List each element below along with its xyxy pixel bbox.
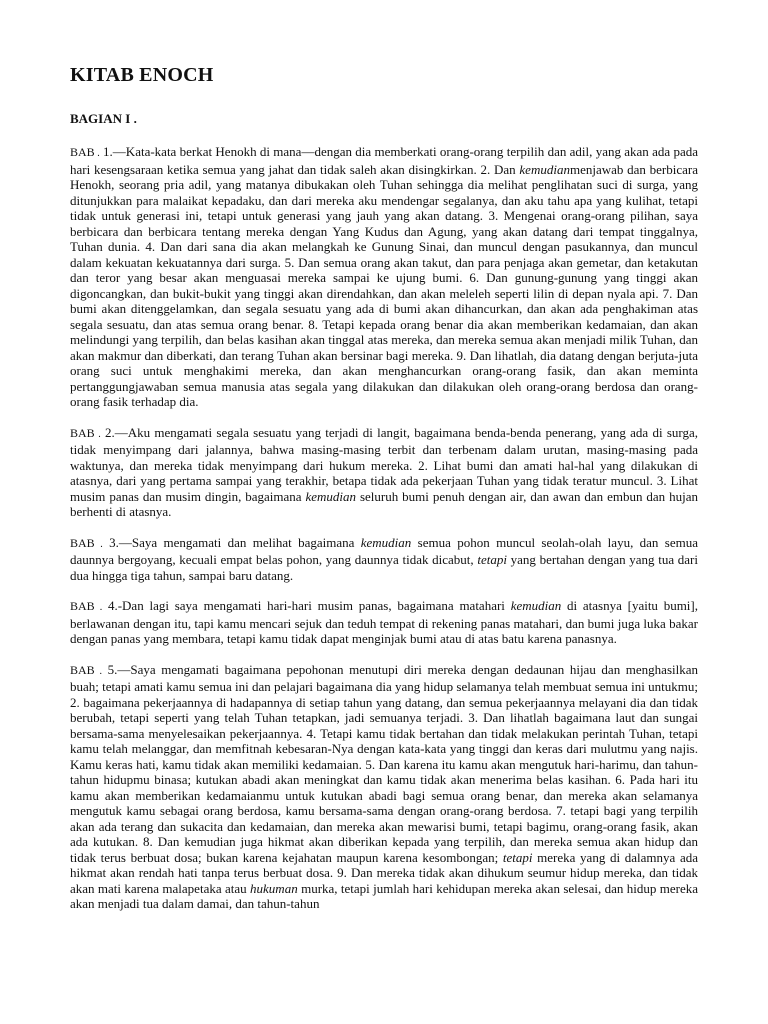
chapter-text: mereka yang di dalamnya ada hikmat akan rendah hati tanpa terus berbuat dosa. 9. Dan mereka tidak akan dihukum seumur hidup mereka, dan tidak akan mati karena malapetaka atau bbox=[70, 849, 698, 896]
chapter-text: 1.—Kata-kata berkat Henokh di mana—dengan dia memberkati orang-orang terpilih dan adil, yang akan ada pada hari kesengsaraan ketika semua yang jahat dan tidak saleh akan disingkirkan. 2. Dan bbox=[70, 144, 698, 177]
document-title: KITAB ENOCH bbox=[70, 64, 214, 86]
chapter-label: BAB bbox=[70, 425, 95, 440]
chapter-paragraph: BAB . 4.-Dan lagi saya mengamati hari-hari musim panas, bagaimana matahari kemudian di atasnya [yaitu bumi], berlawanan dengan itu, tapi kamu mencari sejuk dan teduh tempat di rekening panas matahari, dan bumi juga luka bakar dengan panas yang membara, tetapi kamu tidak dapat menginjak bumi atau di atas batu karena panasnya. bbox=[70, 598, 698, 646]
chapter-list bbox=[70, 144, 698, 912]
chapter-paragraph: BAB . 3.—Saya mengamati dan melihat bagaimana kemudian semua pohon muncul seolah-olah layu, dan semua daunnya bergoyang, kecuali empat belas pohon, yang daunnya tidak dicabut, tetapi yang bertahan dengan yang tua dari dua hingga tiga tahun, sampai baru datang. bbox=[70, 534, 698, 583]
chapter-text: semua pohon muncul seolah-olah layu, dan semua daunnya bergoyang, kecuali empat belas pohon, yang daunnya tidak dicabut, bbox=[70, 534, 698, 567]
chapter-paragraph: BAB . 5.—Saya mengamati bagaimana pepohonan menutupi diri mereka dengan dedaunan hijau dan menghasilkan buah; tetapi amati kamu semua ini dan pelajari bagaimana dia yang hidup selamanya telah membuat semua ini untukmu; 2. bagaimana pekerjaannya di hadapannya di setiap tahun yang datang, dan semua pekerjaannya melayani dia dan tidak berubah, tetapi seperti yang telah Tuhan tetapkan, jadi semuanya terjadi. 3. Dan lihatlah bagaimana laut dan sungai bersama-sama menyelesaikan pekerjaannya. 4. Tetapi kamu tidak bertahan dan tidak melakukan perintah Tuhan, tetapi kamu telah melanggar, dan memfitnah kebesaran-Nya dengan kata-kata yang tinggi dan keras dari mulutmu yang najis. Kamu keras hati, kamu tidak akan memiliki kedamaian. 5. Dan karena itu kamu akan mengutuk hari-harimu, dan tahun-tahun hidupmu binasa; kutukan abadi akan meningkat dan kamu tidak akan menerima belas kasihan. 6. Pada hari itu kamu akan memberikan kedamaianmu untuk kutukan abadi bagi semua orang benar, dan mereka akan selamanya mengutuk kamu sebagai orang berdosa, kamu bersama-sama dengan orang-orang berdosa. 7. tetapi bagi yang terpilih akan ada terang dan sukacita dan kedamaian, dan mereka akan mewarisi bumi, tetapi bagimu, orang-orang fasik, akan ada kutukan. 8. Dan kemudian juga hikmat akan diberikan kepada yang terpilih, dan mereka semua akan hidup dan tidak terus berbuat dosa; bukan karena kejahatan maupun karena kesombongan; tetapi mereka yang di dalamnya ada hikmat akan rendah hati tanpa terus berbuat dosa. 9. Dan mereka tidak akan dihukum seumur hidup mereka, dan tidak akan mati karena malapetaka atau hukuman murka, tetapi jumlah hari kehidupan mereka akan selesai, dan hidup mereka akan menjadi tua dalam damai, dan tahun-tahun bbox=[70, 661, 699, 911]
chapter-text: di atasnya [yaitu bumi], berlawanan dengan itu, tapi kamu mencari sejuk dan teduh tempat di rekening panas matahari, dan bumi juga luka bakar dengan panas yang membara, tetapi kamu tidak dapat menginjak bumi atau di atas batu karena panasnya. bbox=[70, 598, 698, 646]
italic-text: tetapi bbox=[502, 849, 533, 865]
italic-text: kemudian bbox=[360, 534, 412, 550]
chapter-label: BAB bbox=[70, 599, 95, 613]
chapter-text: seluruh bumi penuh dengan air, dan awan dan embun dan hujan berhenti di atasnya. bbox=[70, 488, 698, 519]
chapter-text: 3.—Saya mengamati dan melihat bagaimana bbox=[102, 534, 361, 550]
italic-text: kemudian bbox=[305, 488, 357, 504]
part-heading: BAGIAN I . bbox=[70, 111, 137, 126]
chapter-paragraph: BAB . 1.—Kata-kata berkat Henokh di mana—dengan dia memberkati orang-orang terpilih dan adil, yang akan ada pada hari kesengsaraan ketika semua yang jahat dan tidak saleh akan disingkirkan. 2. Dan kemudianmenjawab dan berbicara Henokh, seorang pria adil, yang matanya dibukakan oleh Tuhan sehingga dia melihat penglihatan suci di surga, yang ditunjukkan para malaikat kepadaku, dan dari mereka aku mendengar segalanya, dan aku tahu apa yang kulihat, tetapi tidak untuk generasi ini, tetapi untuk generasi yang jauh yang akan datang. 3. Mengenai orang-orang pilihan, saya berbicara dan berbicara tentang mereka dengan Yang Kudus dan Agung, yang akan datang dari tempat tinggalnya, Tuhan dunia. 4. Dan dari sana dia akan melangkah ke Gunung Sinai, dan muncul dengan pasukannya, dan muncul dalam kekuatan kekuatannya dari surga. 5. Dan semua orang akan takut, dan para penjaga akan gemetar, dan ketakutan dan teror yang besar akan menguasai mereka sampai ke ujung bumi. 6. Dan gunung-gunung yang tinggi akan digoncangkan, dan bukit-bukit yang tinggi akan direndahkan, dan akan meleleh seperti lilin di depan nyala api. 7. Dan bumi akan ditenggelamkan, dan segala sesuatu yang ada di bumi akan dihancurkan, dan akan ada penghakiman atas segala sesuatu, dan atas semua orang benar. 8. Tetapi kepada orang benar dia akan memberikan kedamaian, dan akan melindungi yang terpilih, dan belas kasihan akan tinggal atas mereka, dan mereka semua akan menjadi milik Tuhan, dan akan makmur dan diberkati, dan terang Tuhan akan bersinar bagi mereka. 9. Dan lihatlah, dia datang dengan berjuta-juta orang suci untuk menghakimi mereka, dan akan menghancurkan orang-orang fasik, dan akan meminta pertanggungjawaban semua manusia atas segala yang dilakukan dan dilakukan oleh orang-orang berdosa dan orang-orang fasik terhadap dia. bbox=[70, 144, 698, 409]
italic-text: tetapi bbox=[477, 552, 507, 567]
italic-text: hukuman bbox=[250, 880, 298, 896]
chapter-paragraph: BAB . 2.—Aku mengamati segala sesuatu yang terjadi di langit, bagaimana benda-benda penerang, yang ada di surga, tidak menyimpang dari jalannya, bahwa masing-masing terbit dan terbenam dalam urutan, masing-masing pada waktunya, dan mereka tidak menyimpang dari hukum mereka. 2. Lihat bumi dan amati hal-hal yang dilakukan di atasnya, dari yang pertama sampai yang terakhir, betapa tidak ada pekerjaan Tuhan yang tidak teratur muncul. 3. Lihat musim panas dan musim dingin, bagaimana kemudian seluruh bumi penuh dengan air, dan awan dan embun dan hujan berhenti di atasnya. bbox=[70, 424, 699, 519]
chapter-label: BAB bbox=[70, 662, 95, 677]
italic-text: kemudian bbox=[510, 598, 562, 613]
chapter-text: 2.—Aku mengamati segala sesuatu yang terjadi di langit, bagaimana benda-benda penerang, yang ada di surga, tidak menyimpang dari jalannya, bahwa masing-masing terbit dan terbenam dalam urutan, masing-masing pada waktunya, dan mereka tidak menyimpang dari hukum mereka. 2. Lihat bumi dan amati hal-hal yang dilakukan di atasnya, dari yang pertama sampai yang terakhir, betapa tidak ada pekerjaan Tuhan yang tidak teratur muncul. 3. Lihat musim panas dan musim dingin, bagaimana bbox=[70, 424, 699, 504]
chapter-text: menjawab dan berbicara Henokh, seorang pria adil, yang matanya dibukakan oleh Tuhan sehingga dia melihat penglihatan suci di surga, yang ditunjukkan para malaikat kepadaku, dan dari mereka aku mendengar segalanya, dan aku tahu apa yang kulihat, tetapi tidak untuk generasi ini, tetapi untuk generasi yang jauh yang akan datang. 3. Mengenai orang-orang pilihan, saya berbicara dan berbicara tentang mereka dengan Yang Kudus dan Agung, yang akan datang dari tempat tinggalnya, Tuhan dunia. 4. Dan dari sana dia akan melangkah ke Gunung Sinai, dan muncul dengan pasukannya, dan muncul dalam kekuatan kekuatannya dari surga. 5. Dan semua orang akan takut, dan para penjaga akan gemetar, dan ketakutan dan teror yang besar akan menguasai mereka sampai ke ujung bumi. 6. Dan gunung-gunung yang tinggi akan digoncangkan, dan bukit-bukit yang tinggi akan direndahkan, dan akan meleleh seperti lilin di depan nyala api. 7. Dan bumi akan ditenggelamkan, dan segala sesuatu yang ada di bumi akan dihancurkan, dan akan ada penghakiman atas segala sesuatu, dan atas semua orang benar. 8. Tetapi kepada orang benar dia akan memberikan kedamaian, dan akan melindungi yang terpilih, dan belas kasihan akan tinggal atas mereka, dan mereka semua akan menjadi milik Tuhan, dan akan makmur dan diberkati, dan terang Tuhan akan bersinar bagi mereka. 9. Dan lihatlah, dia datang dengan berjuta-juta orang suci untuk menghakimi mereka, dan akan menghancurkan orang-orang fasik, dan akan meminta pertanggungjawaban semua manusia atas segala yang dilakukan dan dilakukan oleh orang-orang berdosa dan orang-orang fasik terhadap dia. bbox=[70, 161, 698, 409]
chapter-label: BAB bbox=[70, 145, 95, 159]
italic-text: kemudian bbox=[519, 161, 570, 177]
chapter-text: 4.-Dan lagi saya mengamati hari-hari musim panas, bagaimana matahari bbox=[102, 598, 511, 613]
chapter-text: 5.—Saya mengamati bagaimana pepohonan menutupi diri mereka dengan dedaunan hijau dan menghasilkan buah; tetapi amati kamu semua ini dan pelajari bagaimana dia yang hidup selamanya telah membuat semua ini untukmu; 2. bagaimana pekerjaannya di hadapannya di setiap tahun yang datang, dan semua pekerjaannya melayani dia dan tidak berubah, tetapi seperti yang telah Tuhan tetapkan, jadi semuanya terjadi. 3. Dan lihatlah bagaimana laut dan sungai bersama-sama menyelesaikan pekerjaannya. 4. Tetapi kamu tidak bertahan dan tidak melakukan perintah Tuhan, tetapi kamu telah melanggar, dan memfitnah kebesaran-Nya dengan kata-kata yang tinggi dan keras dari mulutmu yang najis. Kamu keras hati, kamu tidak akan memiliki kedamaian. 5. Dan karena itu kamu akan mengutuk hari-harimu, dan tahun-tahun hidupmu binasa; kutukan abadi akan meningkat dan kamu tidak akan menerima belas kasihan. 6. Pada hari itu kamu akan memberikan kedamaianmu untuk kutukan abadi bagi semua orang benar, dan mereka akan selamanya mengutuk kamu sebagai orang berdosa, kamu bersama-sama dengan orang-orang berdosa. 7. tetapi bagi yang terpilih akan ada terang dan sukacita dan kedamaian, dan mereka akan mewarisi bumi, tetapi bagimu, orang-orang fasik, akan ada kutukan. 8. Dan kemudian juga hikmat akan diberikan kepada yang terpilih, dan mereka semua akan hidup dan tidak terus berbuat dosa; bukan karena kejahatan maupun karena kesombongan; bbox=[70, 661, 698, 865]
chapter-label: BAB bbox=[70, 535, 95, 550]
chapter-text: yang bertahan dengan yang tua dari dua hingga tiga tahun, sampai baru datang. bbox=[70, 552, 698, 583]
chapter-text: murka, tetapi jumlah hari kehidupan mereka akan selesai, dan hidup mereka akan menjadi tua dalam damai, dan tahun-tahun bbox=[70, 880, 699, 911]
